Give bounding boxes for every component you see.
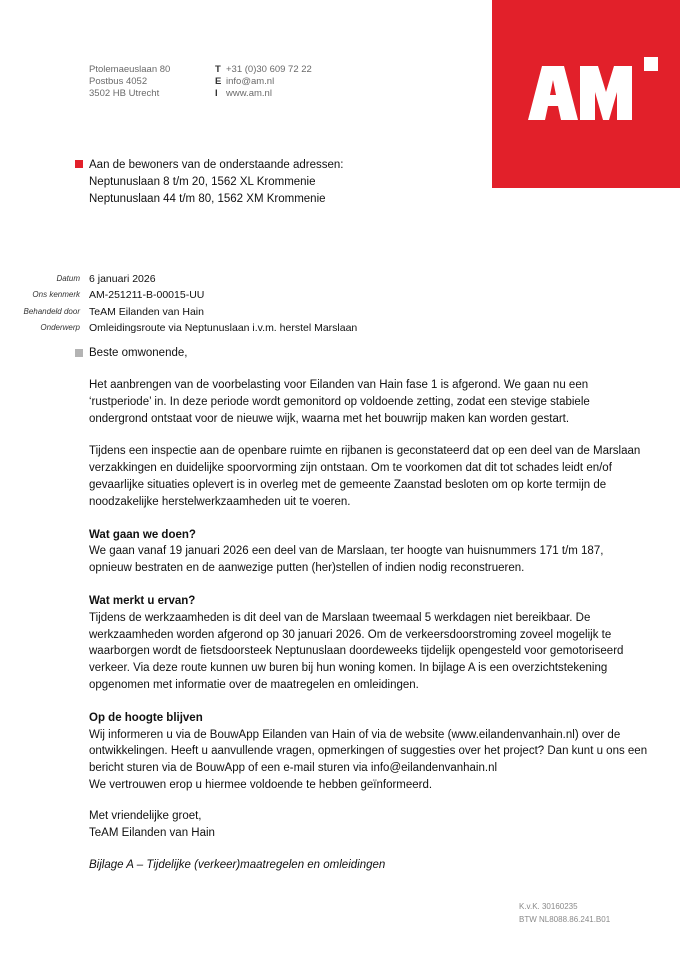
sender-phone-row (215, 64, 312, 76)
sender-city: 3502 HB Utrecht (89, 88, 160, 99)
sender-phone: +31 (0)30 609 72 22 (226, 64, 312, 75)
sender-pobox: Postbus 4052 (89, 76, 148, 87)
web-key: I (215, 88, 218, 99)
meta-value: AM-251211-B-00015-UU (89, 289, 205, 302)
letter-body (89, 377, 649, 874)
heading-stay-informed: Op de hoogte blijven (89, 711, 203, 724)
closing (89, 808, 649, 842)
paragraph-what-we-do: We gaan vanaf 19 januari 2026 een deel van de Marslaan, ter hoogte van huisnummers 171 t/m 187, opnieuw bestraten en de aanwezige putten (her)stellen of indien nodig reconstrueren. (89, 545, 604, 575)
paragraph-stay-informed: Wij informeren u via de BouwApp Eilanden van Hain of via de website (www.eilandenvanhain.nl) over de ontwikkelingen. Heeft u aanvullende vragen, opmerkingen of suggesties over het project? Dan kunt u ons een bericht sturen via de BouwApp of een e-mail sturen via info@eilandenvanhain.nl (89, 728, 648, 775)
sender-email-row (215, 76, 312, 88)
recipient-line-2: Neptunuslaan 8 t/m 20, 1562 XL Krommenie (89, 176, 316, 188)
attachment-note: Bijlage A – Tijdelijke (verkeer)maatregelen en omleidingen (89, 859, 386, 872)
meta-row-subject (0, 320, 680, 336)
paragraph-intro: Het aanbrengen van de voorbelasting voor Eilanden van Hain fase 1 is afgerond. We gaan nu een ‘rustperiode’ in. In deze periode wordt gemonitord op voldoende zetting, zodat een stevige stabiele ondergrond ontstaat voor de nieuwe wijk, waarna met het bouwrijp maken kan worden gestart. (89, 379, 590, 425)
paragraph-what-you-notice: Tijdens de werkzaamheden is dit deel van de Marslaan tweemaal 5 werkdagen niet bereikbaar. De werkzaamheden worden afgerond op 30 januari 2026. Om de verkeersdoorstroming zoveel mogelijk te waarborgen wordt de fietsdoorsteek Neptunuslaan doordeweeks tijdelijk opengesteld voor gemotoriseerd verkeer. Via deze route kunnen uw buren bij hun woning komen. In bijlage A is een overzichtstekening opgenomen met informatie over de maatregelen en omleidingen. (89, 611, 624, 691)
meta-row-date (0, 271, 680, 287)
meta-value: 6 januari 2026 (89, 273, 156, 285)
paragraph-inspection: Tijdens een inspectie aan de openbare ruimte en rijbanen is geconstateerd dat op een deel van de Marslaan verzakkingen en duidelijke spoorvorming zijn ontstaan. Om te voorkomen dat dit tot schades leidt en/of gevaarlijke situaties oplevert is in overleg met de gemeente Zaanstad besloten om op korte termijn de noodzakelijke herstelwerkzaamheden uit te voeren. (89, 445, 641, 508)
meta-row-handled-by (0, 304, 680, 320)
meta-row-reference (0, 287, 680, 303)
am-logo-mark (492, 0, 680, 188)
kvk-number: K.v.K. 30160235 (519, 902, 578, 911)
company-registration (519, 900, 610, 926)
am-logo (492, 0, 680, 188)
meta-value: Omleidingsroute via Neptunuslaan i.v.m. herstel Marslaan (89, 321, 358, 334)
sender-web-row (215, 88, 312, 100)
heading-what-we-do: Wat gaan we doen? (89, 528, 196, 541)
recipient-line-1: Aan de bewoners van de onderstaande adressen: (89, 159, 344, 171)
recipient-block (89, 157, 343, 208)
recipient-line-3: Neptunuslaan 44 t/m 80, 1562 XM Krommenie (89, 193, 326, 205)
sender-contact (215, 64, 312, 100)
meta-label: Ons kenmerk (32, 290, 80, 300)
sender-web: www.am.nl (226, 88, 272, 99)
recipient-marker-icon (75, 160, 83, 168)
sender-street: Ptolemaeuslaan 80 (89, 64, 171, 75)
btw-number: BTW NL8088.86.241.B01 (519, 915, 611, 924)
sender-email: info@am.nl (226, 76, 275, 87)
phone-key: T (215, 64, 221, 75)
heading-what-you-notice: Wat merkt u ervan? (89, 594, 196, 607)
letter-meta (0, 271, 680, 336)
closing-signature: TeAM Eilanden van Hain (89, 826, 215, 839)
sender-address (89, 64, 170, 100)
meta-label: Datum (56, 274, 80, 283)
email-key: E (215, 76, 222, 87)
paragraph-trust: We vertrouwen erop u hiermee voldoende te hebben geïnformeerd. (89, 778, 433, 791)
salutation-marker-icon (75, 349, 83, 357)
closing-greeting: Met vriendelijke groet, (89, 809, 202, 822)
meta-label: Onderwerp (40, 322, 80, 332)
meta-label: Behandeld door (23, 306, 80, 316)
salutation: Beste omwonende, (89, 347, 188, 359)
meta-value: TeAM Eilanden van Hain (89, 305, 204, 318)
